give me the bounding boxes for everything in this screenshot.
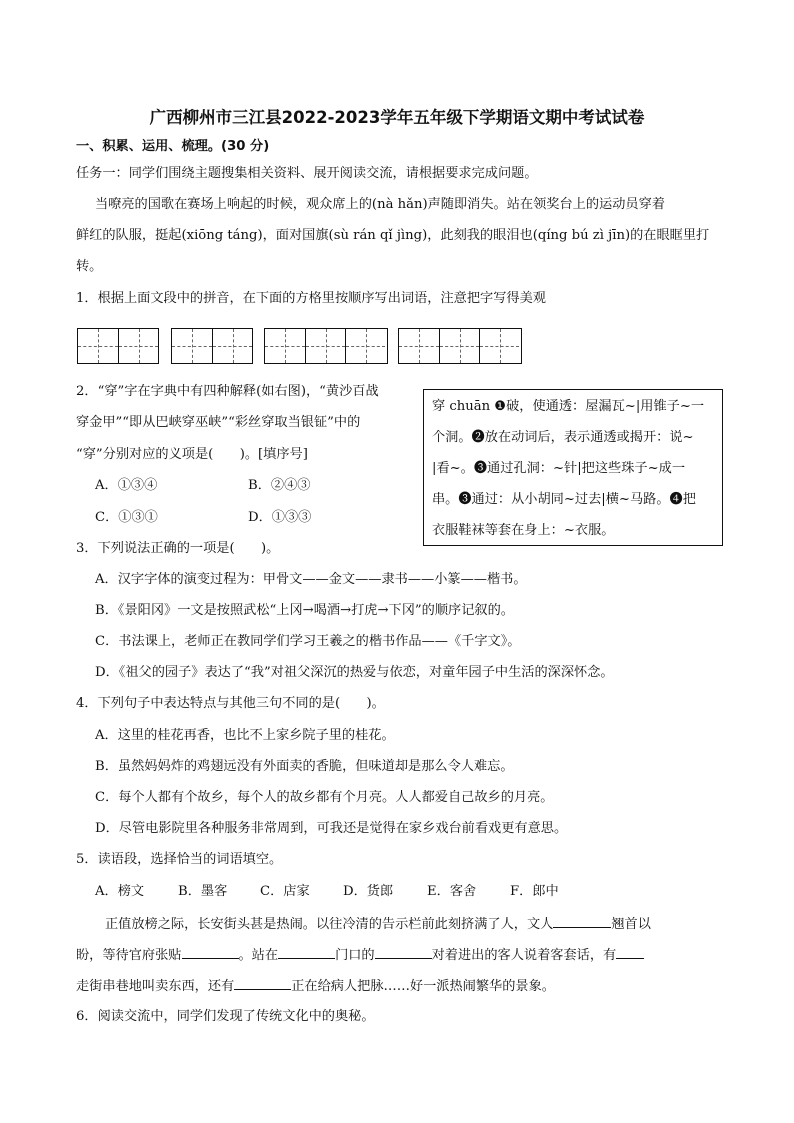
question-2-line-2: 穿金甲”“即从巴峡穿巫峡”“彩丝穿取当银钲”中的 bbox=[76, 415, 361, 430]
dictionary-line: |看~。❸通过孔洞：~针|把这些珠子~成一 bbox=[432, 461, 686, 476]
q3-option-b[interactable]: B．《景阳冈》一文是按照武松“上冈→喝酒→打虎→下冈”的顺序记叙的。 bbox=[95, 603, 514, 618]
q5-option-f: F．郎中 bbox=[510, 884, 559, 899]
q2-option-a[interactable]: A．①③④ bbox=[95, 478, 158, 493]
q4-option-a[interactable]: A．这里的桂花再香，也比不上家乡院子里的桂花。 bbox=[95, 728, 395, 743]
passage-line-2: 鲜红的队服，挺起(xiōng táng)，面对国旗(sù rán qǐ jìng)，此刻我的眼泪也(qíng bú zì jīn)的在眼眶里打 bbox=[76, 228, 710, 243]
writing-grid-4[interactable] bbox=[398, 328, 522, 364]
passage-line-3: 转。 bbox=[76, 259, 103, 274]
question-6: 6．阅读交流中，同学们发现了传统文化中的奥秘。 bbox=[76, 1009, 375, 1024]
q5-paragraph-line-3: 走街串巷地叫卖东西，还有 正在给病人把脉……好一派热闹繁华的景象。 bbox=[76, 976, 555, 996]
writing-grid-2[interactable] bbox=[171, 328, 253, 364]
q5-option-e: E．客舍 bbox=[427, 884, 477, 899]
writing-grid-1[interactable] bbox=[77, 328, 159, 364]
q3-option-c[interactable]: C．书法课上，老师正在教同学们学习王羲之的楷书作品——《千字文》。 bbox=[95, 634, 521, 649]
blank-4[interactable] bbox=[375, 945, 432, 959]
question-4: 4．下列句子中表达特点与其他三句不同的是( )。 bbox=[76, 696, 385, 711]
blank-6[interactable] bbox=[234, 976, 291, 990]
dictionary-line: 个洞。❷放在动词后，表示通透或揭开：说~ bbox=[432, 430, 694, 445]
blank-2[interactable] bbox=[182, 945, 239, 959]
q3-option-a[interactable]: A．汉字字体的演变过程为：甲骨文——金文——隶书——小篆——楷书。 bbox=[95, 572, 527, 587]
q4-option-b[interactable]: B．虽然妈妈炸的鸡翅远没有外面卖的香脆，但味道却是那么令人难忘。 bbox=[95, 759, 514, 774]
question-2-line-1: 2．“穿”字在字典中有四种解释(如右图)，“黄沙百战 bbox=[76, 384, 379, 399]
question-2-line-3: “穿”分别对应的义项是( )。[填序号] bbox=[76, 447, 308, 462]
q2-option-b[interactable]: B．②④③ bbox=[248, 478, 311, 493]
question-5: 5．读语段，选择恰当的词语填空。 bbox=[76, 852, 283, 867]
page-title: 广西柳州市三江县2022-2023学年五年级下学期语文期中考试试卷 bbox=[149, 108, 645, 127]
dictionary-line: 串。❸通过：从小胡同~过去|横~马路。❹把 bbox=[432, 492, 696, 507]
q5-option-c: C．店家 bbox=[260, 884, 310, 899]
q5-option-d: D．货郎 bbox=[343, 884, 394, 899]
dictionary-box bbox=[423, 389, 723, 546]
q2-option-d[interactable]: D．①③③ bbox=[248, 510, 312, 525]
q4-option-d[interactable]: D．尽管电影院里各种服务非常周到，可我还是觉得在家乡戏台前看戏更有意思。 bbox=[95, 821, 568, 836]
blank-1[interactable] bbox=[553, 914, 611, 928]
blank-5[interactable] bbox=[616, 945, 644, 959]
q5-paragraph-line-2: 盼，等待官府张贴 。站在 门口的 对着进出的客人说着客套话，有 bbox=[76, 945, 644, 965]
passage-line-1: 当嘹亮的国歌在赛场上响起的时候，观众席上的(nà hǎn)声随即消失。站在领奖台上的运动员穿着 bbox=[95, 197, 665, 212]
q5-paragraph-line-1: 正值放榜之际，长安街头甚是热闹。以往冷清的告示栏前此刻挤满了人，文人 翘首以 bbox=[105, 914, 651, 934]
dictionary-line: 穿 chuān ❶破，使通透：屋漏瓦~|用锥子~一 bbox=[432, 399, 705, 414]
q3-option-d[interactable]: D．《祖父的园子》表达了“我”对祖父深沉的热爱与依恋，对童年园子中生活的深深怀念。 bbox=[95, 665, 614, 680]
writing-grid-3[interactable] bbox=[264, 328, 388, 364]
question-1: 1．根据上面文段中的拼音，在下面的方格里按顺序写出词语，注意把字写得美观 bbox=[76, 291, 546, 306]
question-3: 3．下列说法正确的一项是( )。 bbox=[76, 541, 280, 556]
task-intro: 任务一：同学们围绕主题搜集相关资料、展开阅读交流，请根据要求完成问题。 bbox=[76, 166, 538, 181]
dictionary-line: 衣服鞋袜等套在身上：~衣服。 bbox=[432, 523, 615, 538]
q5-option-b: B．墨客 bbox=[178, 884, 228, 899]
blank-3[interactable] bbox=[278, 945, 335, 959]
q2-option-c[interactable]: C．①③① bbox=[95, 510, 158, 525]
q5-option-a: A．榜文 bbox=[95, 884, 145, 899]
section-heading: 一、积累、运用、梳理。(30 分) bbox=[76, 139, 270, 154]
q4-option-c[interactable]: C．每个人都有个故乡，每个人的故乡都有个月亮。人人都爱自己故乡的月亮。 bbox=[95, 790, 554, 805]
